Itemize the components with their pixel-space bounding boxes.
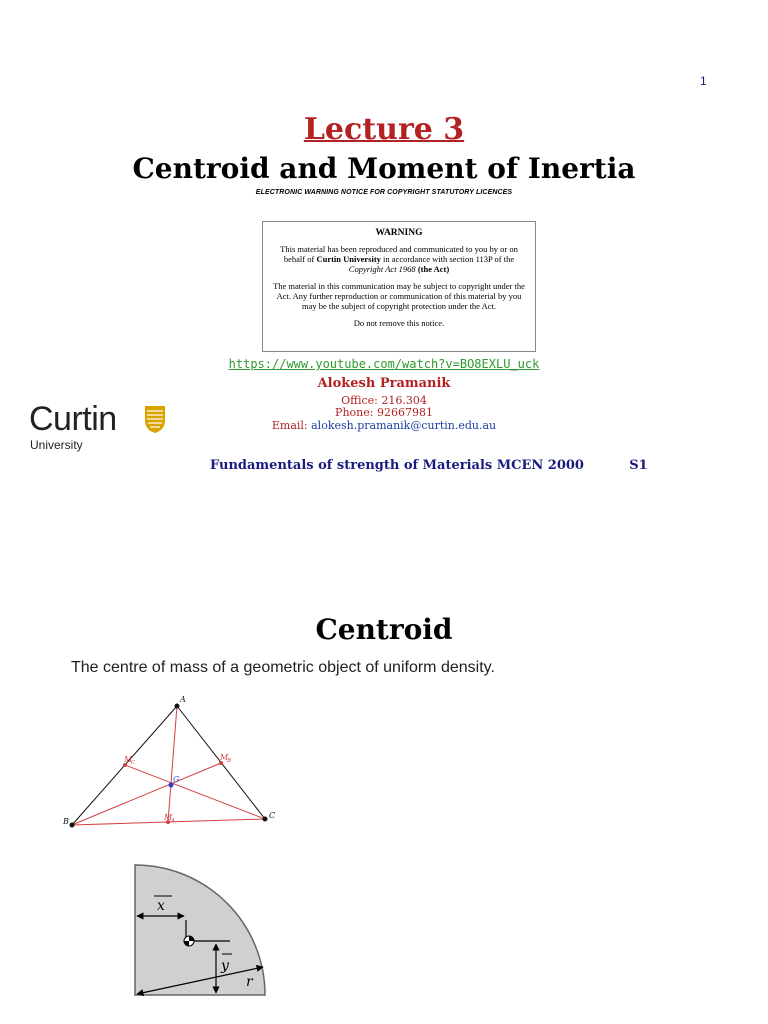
logo-wordmark: Curtin	[29, 400, 117, 438]
course-line	[210, 458, 648, 473]
copyright-notice-heading: ELECTRONIC WARNING NOTICE FOR COPYRIGHT STATUTORY LICENCES	[255, 189, 513, 196]
section-description: The centre of mass of a geometric object of uniform density.	[71, 659, 495, 676]
label-mc-sub: C	[131, 760, 136, 766]
warning-paragraph-3: Do not remove this notice.	[353, 318, 445, 328]
curtin-university-logo	[29, 400, 169, 480]
label-g: G	[173, 775, 180, 784]
page-number: 1	[700, 74, 707, 88]
radius-label: r	[246, 974, 253, 990]
email-address-link[interactable]: alokesh.pramanik@curtin.edu.au	[311, 419, 497, 432]
quarter-circle-centroid-diagram	[120, 860, 280, 1000]
warning-text-bold: (the Act)	[415, 264, 450, 274]
vertex-a	[175, 704, 180, 709]
label-ma: M	[164, 813, 173, 822]
course-name: Fundamentals of strength of Materials MCEN 2000	[210, 458, 584, 473]
warning-text-italic: Copyright Act 1968	[348, 264, 416, 274]
curtin-crest-icon	[143, 404, 167, 434]
x-bar-label: x	[157, 898, 165, 914]
triangle-centroid-diagram	[60, 688, 290, 830]
vertex-b	[70, 823, 75, 828]
logo-subtitle: University	[30, 438, 83, 452]
email-label: Email:	[271, 419, 312, 432]
lecture-title: Lecture 3	[303, 112, 465, 147]
main-title: Centroid and Moment of Inertia	[132, 152, 636, 185]
author-office: Office: 216.304	[341, 394, 427, 407]
y-bar-label: y	[221, 958, 229, 974]
label-mb: M	[220, 753, 229, 762]
warning-text: This material has been reproduced and communicated to you by or on behalf of	[280, 244, 518, 264]
label-ma-sub: A	[171, 818, 175, 824]
label-b: B	[63, 817, 69, 826]
label-c: C	[269, 811, 276, 820]
median-a	[168, 706, 177, 822]
author-name: Alokesh Pramanik	[317, 376, 451, 391]
video-link[interactable]: https://www.youtube.com/watch?v=BO8EXLU_uck	[228, 357, 540, 371]
course-semester: S1	[629, 458, 648, 473]
label-a: A	[180, 695, 186, 704]
warning-paragraph-1	[269, 244, 529, 274]
warning-text: in accordance with section 113P of the	[380, 254, 515, 264]
warning-title: WARNING	[375, 228, 423, 238]
section-title: Centroid	[315, 613, 453, 646]
copyright-warning-box	[262, 221, 536, 352]
label-mc: M	[124, 755, 133, 764]
author-phone: Phone: 92667981	[335, 406, 433, 419]
warning-text-bold: Curtin University	[316, 254, 381, 264]
median-b	[72, 763, 221, 825]
vertex-c	[263, 817, 268, 822]
label-mb-sub: B	[227, 758, 232, 764]
warning-paragraph-2: The material in this communication may be subject to copyright under the Act. Any further reproduction or communication of this material by you may be the subject of copyright protection under the Act.	[273, 281, 525, 311]
